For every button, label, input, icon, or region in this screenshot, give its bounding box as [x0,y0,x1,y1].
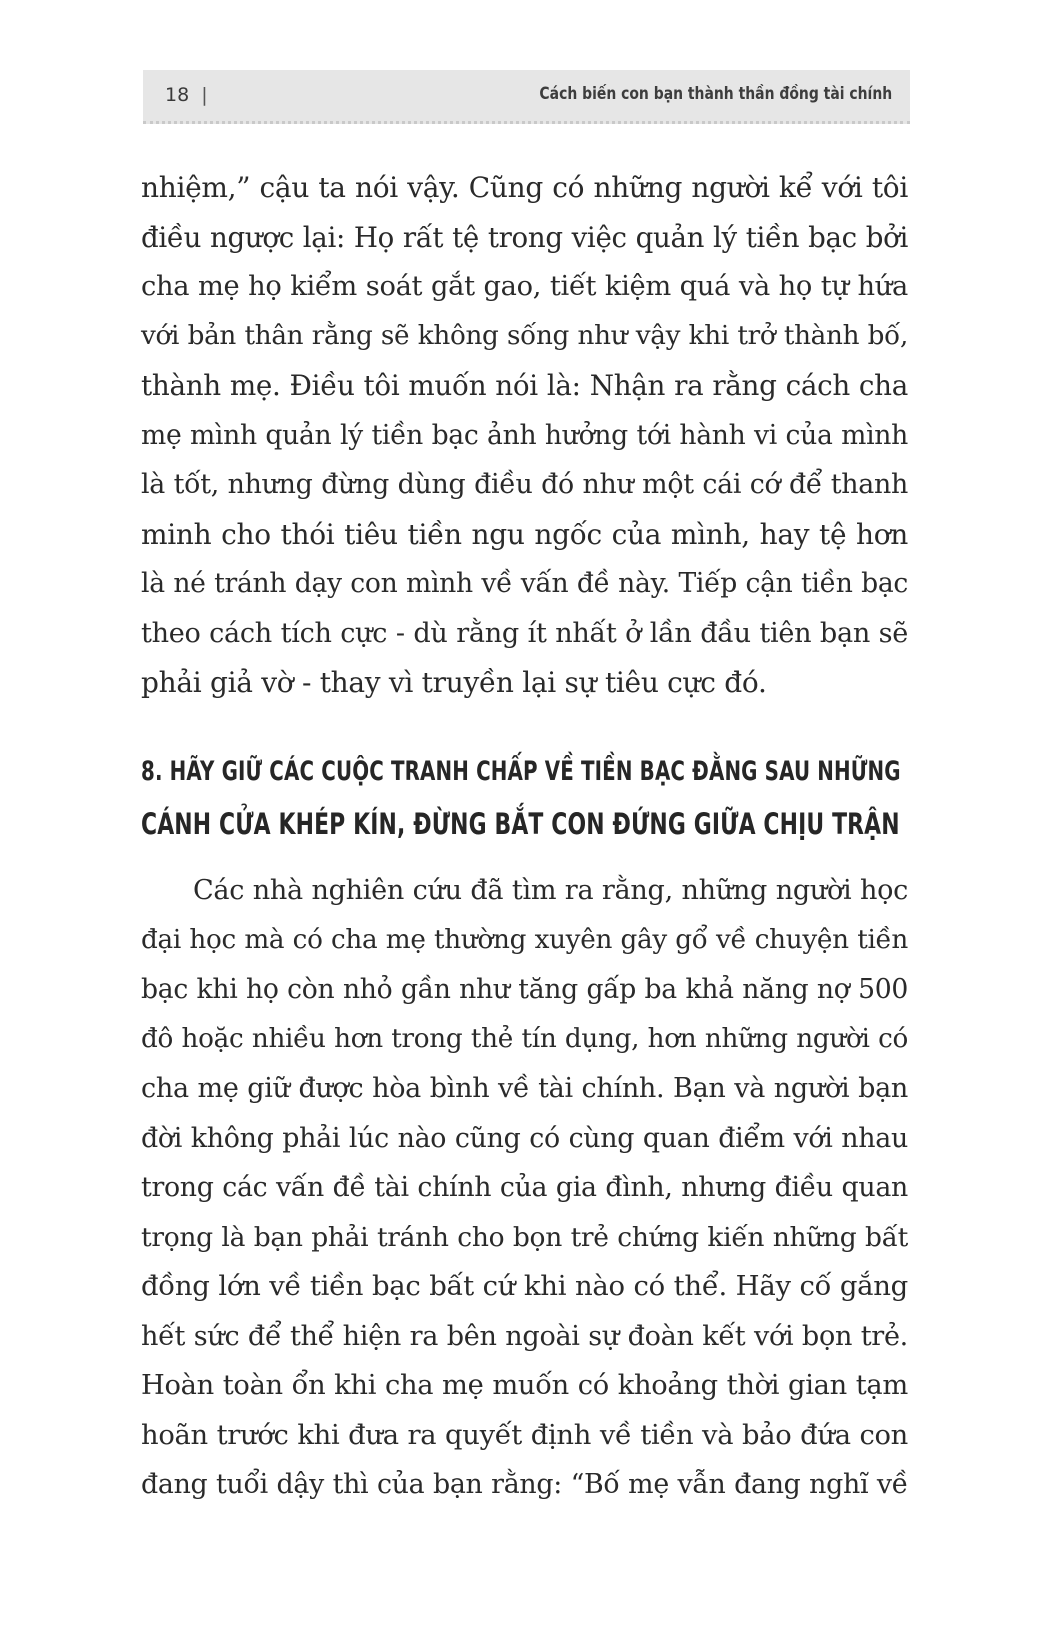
header-separator: | [201,84,208,106]
paragraph-2 [141,866,908,1510]
text-line: Hoàn toàn ổn khi cha mẹ muốn có khoảng thời gian tạm [141,1370,908,1401]
text-line: hết sức để thể hiện ra bên ngoài sự đoàn kết với bọn trẻ. [141,1320,908,1352]
paragraph-1 [141,163,908,708]
text-line: cha mẹ giữ được hòa bình về tài chính. Bạn và người bạn [141,1073,908,1104]
text-line: Các nhà nghiên cứu đã tìm ra rằng, những người học [193,875,908,906]
heading-line: 8. HÃY GIỮ CÁC CUỘC TRANH CHẤP VỀ TIỀN BẠC ĐẰNG SAU NHỮNG [141,756,901,787]
text-line: phải giả vờ - thay vì truyền lại sự tiêu cực đó. [141,666,767,699]
text-line: điều ngược lại: Họ rất tệ trong việc quản lý tiền bạc bởi [141,220,908,254]
text-line: đồng lớn về tiền bạc bất cứ khi nào có thể. Hãy cố gắng [141,1270,908,1302]
text-line: đại học mà có cha mẹ thường xuyên gây gổ về chuyện tiền [141,924,908,955]
text-line: mẹ mình quản lý tiền bạc ảnh hưởng tới hành vi của mình [141,419,908,451]
text-line: thành mẹ. Điều tôi muốn nói là: Nhận ra rằng cách cha [141,369,908,402]
text-line: theo cách tích cực - dù rằng ít nhất ở lần đầu tiên bạn sẽ [141,617,908,649]
running-title: Cách biến con bạn thành thần đồng tài chính [539,84,892,104]
text-line: đời không phải lúc nào cũng có cùng quan điểm với nhau [141,1122,908,1154]
page-number: 18 | [165,84,208,106]
heading-line: CÁNH CỬA KHÉP KÍN, ĐỪNG BẮT CON ĐỨNG GIỮA CHỊU TRẬN [141,807,900,841]
running-header [143,70,910,124]
section-heading [141,746,908,850]
text-line: đô hoặc nhiều hơn trong thẻ tín dụng, hơn những người có [141,1023,908,1054]
text-line: trong các vấn đề tài chính của gia đình, nhưng điều quan [141,1172,908,1203]
text-line: trọng là bạn phải tránh cho bọn trẻ chứng kiến những bất [141,1221,908,1253]
text-line: hoãn trước khi đưa ra quyết định về tiền và bảo đứa con [141,1419,908,1451]
text-line: là tốt, nhưng đừng dùng điều đó như một cái cớ để thanh [141,469,908,500]
text-line: đang tuổi dậy thì của bạn rằng: “Bố mẹ vẫn đang nghĩ về [141,1469,908,1500]
text-line: nhiệm,” cậu ta nói vậy. Cũng có những người kể với tôi [141,171,908,204]
text-line: là né tránh dạy con mình về vấn đề này. Tiếp cận tiền bạc [141,568,908,599]
text-line: minh cho thói tiêu tiền ngu ngốc của mình, hay tệ hơn [141,517,908,551]
text-line: cha mẹ họ kiểm soát gắt gao, tiết kiệm quá và họ tự hứa [141,271,908,302]
text-line: bạc khi họ còn nhỏ gần như tăng gấp ba khả năng nợ 500 [141,974,908,1005]
text-line: với bản thân rằng sẽ không sống như vậy khi trở thành bố, [141,320,908,351]
